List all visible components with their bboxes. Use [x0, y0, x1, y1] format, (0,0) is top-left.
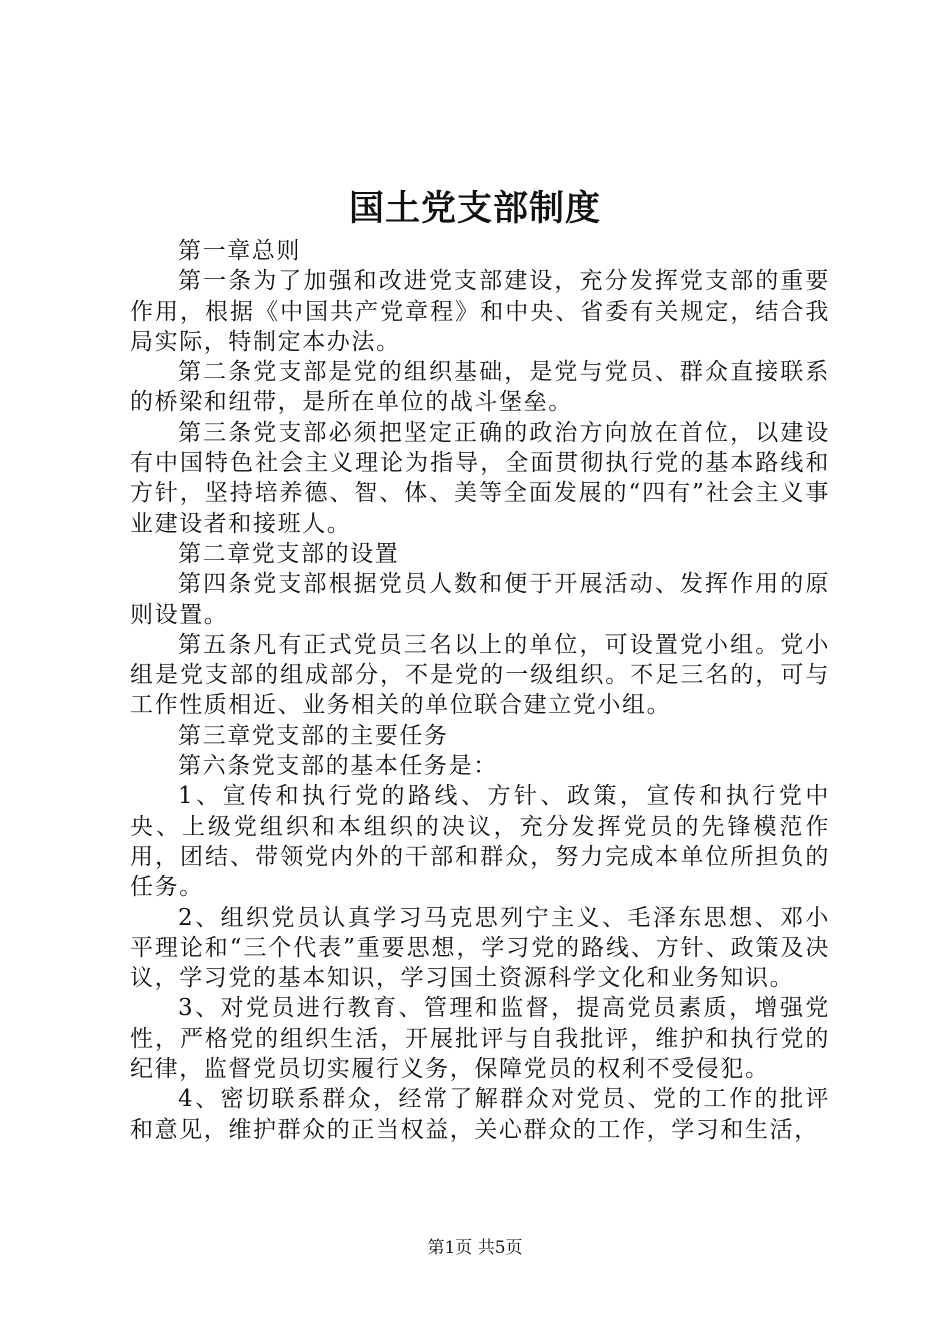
article-paragraph: 第六条党支部的基本任务是：: [178, 753, 498, 780]
task-item: 4、密切联系群众，经常了解群众对党员、党的工作的批评和意见，维护群众的正当权益，关心群众的工作，学习和生活，: [130, 1086, 830, 1143]
article-paragraph: 第一条为了加强和改进党支部建设，充分发挥党支部的重要作用，根据《中国共产党章程》和中央、省委有关规定，结合我局实际，特制定本办法。: [130, 268, 830, 355]
article-paragraph: 第三条党支部必须把坚定正确的政治方向放在首位，以建设有中国特色社会主义理论为指导，全面贯彻执行党的基本路线和方针，坚持培养德、智、体、美等全面发展的“四有”社会主义事业建设者和接班人。: [130, 419, 830, 537]
document-body: [130, 236, 830, 1145]
chapter-heading: 第三章党支部的主要任务: [178, 722, 449, 749]
chapter-heading: 第一章总则: [178, 238, 301, 264]
task-item: 2、组织党员认真学习马克思列宁主义、毛泽东思想、邓小平理论和“三个代表”重要思想，学习党的路线、方针、政策及决议，学习党的基本知识，学习国土资源科学文化和业务知识。: [130, 904, 830, 992]
document-title: 国土党支部制度: [348, 188, 601, 229]
task-item: 1、宣传和执行党的路线、方针、政策，宣传和执行党中央、上级党组织和本组织的决议，充分发挥党员的先锋模范作用，团结、带领党内外的干部和群众，努力完成本单位所担负的任务。: [130, 783, 830, 901]
chapter-heading: 第二章党支部的设置: [178, 540, 400, 567]
task-item: 3、对党员进行教育、管理和监督，提高党员素质，增强党性，严格党的组织生活，开展批评与自我批评，维护和执行党的纪律，监督党员切实履行义务，保障党员的权利不受侵犯。: [130, 995, 830, 1083]
article-paragraph: 第五条凡有正式党员三名以上的单位，可设置党小组。党小组是党支部的组成部分，不是党的一级组织。不足三名的，可与工作性质相近、业务相关的单位联合建立党小组。: [130, 631, 830, 719]
article-paragraph: 第四条党支部根据党员人数和便于开展活动、发挥作用的原则设置。: [130, 571, 830, 628]
article-paragraph: 第二条党支部是党的组织基础，是党与党员、群众直接联系的桥梁和纽带，是所在单位的战斗堡垒。: [130, 359, 830, 416]
page-number: 第1页 共5页: [427, 1238, 523, 1258]
